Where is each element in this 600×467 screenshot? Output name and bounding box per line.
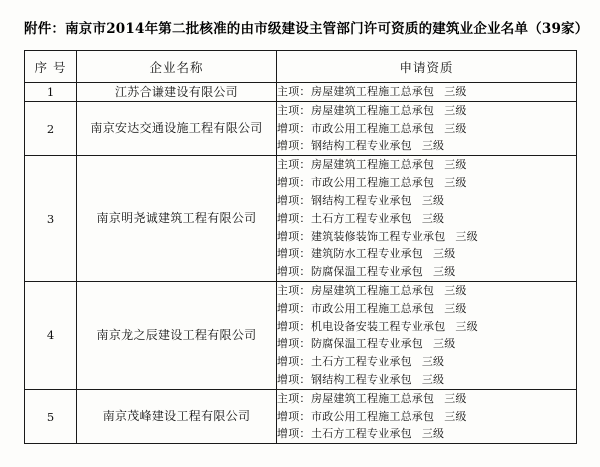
qualification-line xyxy=(277,245,576,263)
qualification-grade: 三级 xyxy=(444,409,467,423)
qualification-type: 主项： xyxy=(277,158,311,172)
qualification-line xyxy=(277,371,576,389)
qualification-type: 增项： xyxy=(277,121,311,135)
table-row xyxy=(25,389,577,443)
qualification-type: 增项： xyxy=(277,355,311,369)
qualification-grade: 三级 xyxy=(444,283,467,297)
table-row xyxy=(25,101,577,155)
qualification-name: 防腐保温工程专业承包 xyxy=(311,265,423,279)
qualification-line xyxy=(277,156,576,174)
qualification-type: 主项： xyxy=(277,103,311,117)
cell-sequence: 1 xyxy=(25,83,77,102)
qualification-line xyxy=(277,174,576,192)
qualification-type: 主项： xyxy=(277,283,311,297)
qualification-name: 钢结构工程专业承包 xyxy=(311,139,412,153)
table-row xyxy=(25,83,577,102)
qualification-line xyxy=(277,102,576,120)
qualification-line xyxy=(277,228,576,246)
qualification-grade: 三级 xyxy=(421,193,445,207)
qualification-name: 建筑装修装饰工程专业承包 xyxy=(311,229,446,243)
qualification-line xyxy=(277,425,576,443)
qualification-name: 房屋建筑工程施工总承包 xyxy=(311,391,435,405)
qualification-line xyxy=(277,137,576,155)
cell-qualifications xyxy=(277,389,577,443)
qualification-name: 市政公用工程施工总承包 xyxy=(311,301,435,315)
qualification-grade: 三级 xyxy=(421,427,445,441)
qualification-type: 增项： xyxy=(277,176,311,190)
table-body xyxy=(25,83,577,444)
qualification-type: 增项： xyxy=(277,409,311,423)
qualification-line xyxy=(277,408,576,426)
qualification-line xyxy=(277,192,576,210)
cell-enterprise-name: 南京茂峰建设工程有限公司 xyxy=(77,389,277,443)
qualification-grade: 三级 xyxy=(444,85,467,98)
qualification-type: 增项： xyxy=(277,229,311,243)
qualification-grade: 三级 xyxy=(433,265,456,279)
qualification-grade: 三级 xyxy=(444,391,467,405)
cell-sequence: 5 xyxy=(25,389,77,443)
qualification-name: 房屋建筑工程施工总承包 xyxy=(311,103,435,117)
qualification-type: 增项： xyxy=(277,373,311,386)
qualification-line xyxy=(277,300,576,318)
qualification-type: 增项： xyxy=(277,301,311,315)
qualification-grade: 三级 xyxy=(433,247,456,261)
page-title: 附件：南京市2014年第二批核准的由市级建设主管部门许可资质的建筑业企业名单（39家） xyxy=(24,21,589,37)
qualification-grade: 三级 xyxy=(421,211,445,225)
cell-enterprise-name: 南京安达交通设施工程有限公司 xyxy=(77,101,277,155)
qualification-grade: 三级 xyxy=(444,176,467,190)
qualification-name: 土石方工程专业承包 xyxy=(311,427,412,441)
qualification-type: 主项： xyxy=(277,391,311,405)
qualification-type: 增项： xyxy=(277,193,311,207)
qualification-line xyxy=(277,335,576,353)
qualification-grade: 三级 xyxy=(444,301,467,315)
qualification-type: 增项： xyxy=(277,427,311,441)
qualification-name: 防腐保温工程专业承包 xyxy=(311,337,423,351)
qualification-line xyxy=(277,282,576,300)
qualification-name: 土石方工程专业承包 xyxy=(311,355,412,369)
cell-enterprise-name: 江苏合谦建设有限公司 xyxy=(77,83,277,102)
qualification-name: 建筑防水工程专业承包 xyxy=(311,247,423,261)
qualification-grade: 三级 xyxy=(421,373,445,386)
cell-enterprise-name: 南京明尧诚建筑工程有限公司 xyxy=(77,156,277,282)
column-header-enterprise-name: 企业名称 xyxy=(77,51,277,83)
cell-qualifications xyxy=(277,101,577,155)
qualification-name: 房屋建筑工程施工总承包 xyxy=(311,283,435,297)
column-header-qualification: 申请资质 xyxy=(277,51,577,83)
qualification-name: 钢结构工程专业承包 xyxy=(311,373,412,386)
qualification-name: 土石方工程专业承包 xyxy=(311,211,412,225)
qualification-type: 增项： xyxy=(277,139,311,153)
table-row xyxy=(25,281,577,389)
cell-enterprise-name: 南京龙之辰建设工程有限公司 xyxy=(77,281,277,389)
qualification-line xyxy=(277,120,576,138)
qualification-name: 市政公用工程施工总承包 xyxy=(311,121,435,135)
cell-qualifications xyxy=(277,156,577,282)
enterprise-qualification-table xyxy=(24,50,577,444)
qualification-grade: 三级 xyxy=(421,355,445,369)
qualification-grade: 三级 xyxy=(421,139,445,153)
qualification-grade: 三级 xyxy=(455,229,478,243)
cell-sequence: 3 xyxy=(25,156,77,282)
qualification-name: 房屋建筑工程施工总承包 xyxy=(311,158,435,172)
table-row xyxy=(25,156,577,282)
column-header-sequence: 序 号 xyxy=(25,51,77,83)
qualification-type: 增项： xyxy=(277,265,311,279)
qualification-type: 增项： xyxy=(277,337,311,351)
qualification-type: 增项： xyxy=(277,319,311,333)
table-header-row xyxy=(25,51,577,83)
qualification-grade: 三级 xyxy=(444,158,467,172)
qualification-name: 市政公用工程施工总承包 xyxy=(311,176,435,190)
qualification-name: 市政公用工程施工总承包 xyxy=(311,409,435,423)
cell-sequence: 2 xyxy=(25,101,77,155)
qualification-line xyxy=(277,83,576,101)
qualification-line xyxy=(277,318,576,336)
qualification-grade: 三级 xyxy=(433,337,456,351)
cell-sequence: 4 xyxy=(25,281,77,389)
cell-qualifications xyxy=(277,281,577,389)
qualification-grade: 三级 xyxy=(455,319,478,333)
qualification-type: 增项： xyxy=(277,211,311,225)
qualification-name: 钢结构工程专业承包 xyxy=(311,193,412,207)
qualification-line xyxy=(277,353,576,371)
qualification-name: 房屋建筑工程施工总承包 xyxy=(311,85,435,98)
qualification-line xyxy=(277,210,576,228)
qualification-line xyxy=(277,390,576,408)
qualification-line xyxy=(277,263,576,281)
qualification-name: 机电设备安装工程专业承包 xyxy=(311,319,446,333)
qualification-grade: 三级 xyxy=(444,103,467,117)
qualification-type: 主项： xyxy=(277,85,311,98)
qualification-grade: 三级 xyxy=(444,121,467,135)
qualification-type: 增项： xyxy=(277,247,311,261)
cell-qualifications xyxy=(277,83,577,102)
